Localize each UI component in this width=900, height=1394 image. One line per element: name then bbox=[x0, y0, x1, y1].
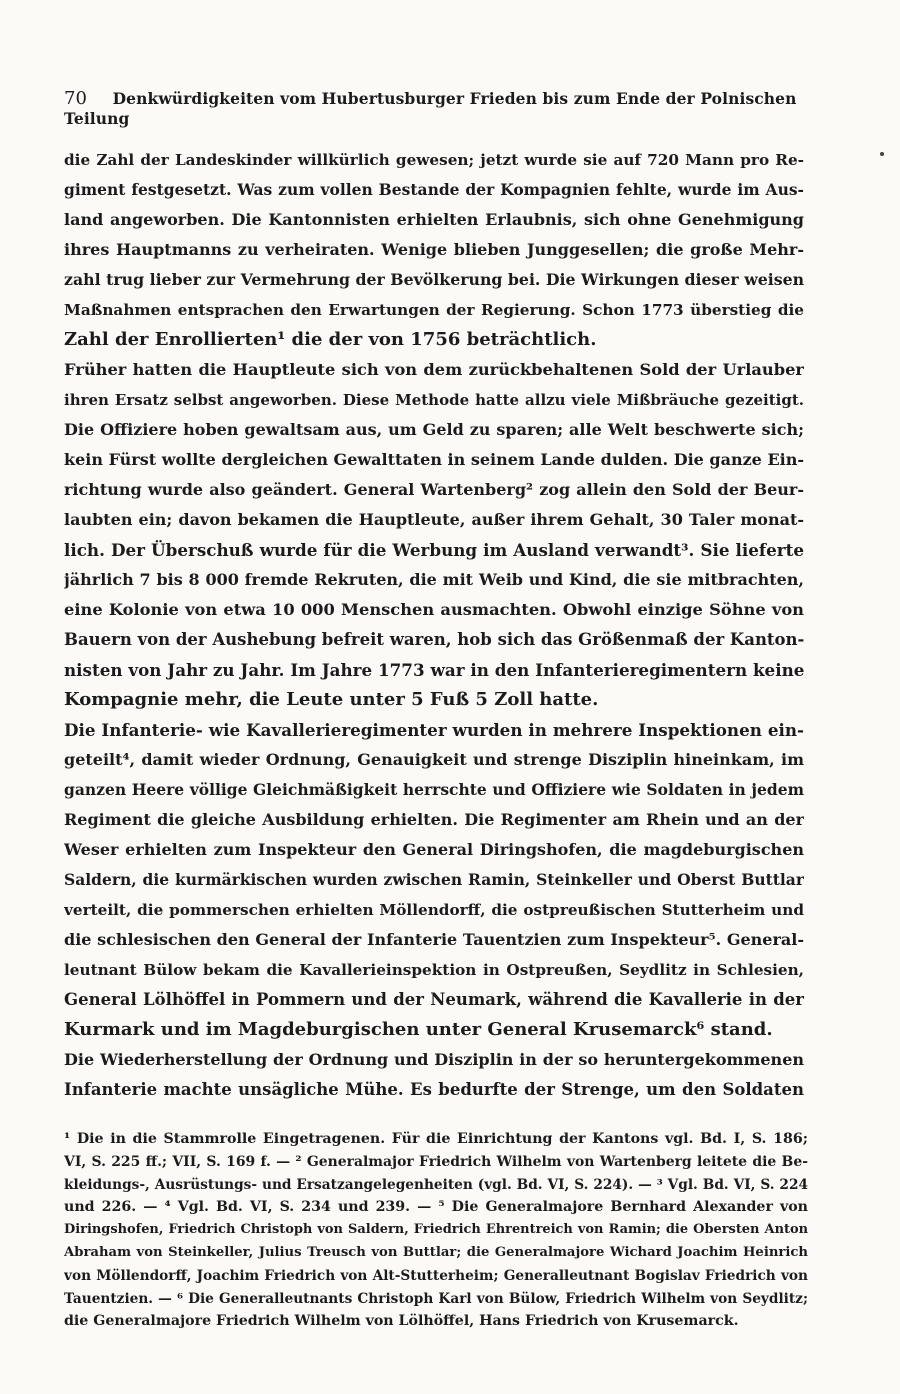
body-line: Bauern von der Aushebung befreit waren, hob sich das Größenmaß der Kanton- bbox=[64, 630, 804, 649]
body-line: eine Kolonie von etwa 10 000 Menschen ausmachten. Obwohl einzige Söhne von bbox=[64, 600, 804, 619]
body-line: Saldern, die kurmärkischen wurden zwischen Ramin, Steinkeller und Oberst Buttlar bbox=[64, 870, 804, 889]
body-line: jährlich 7 bis 8 000 fremde Rekruten, die mit Weib und Kind, die sie mitbrachten, bbox=[64, 570, 804, 589]
body-line: land angeworben. Die Kantonnisten erhielten Erlaubnis, sich ohne Genehmigung bbox=[64, 210, 804, 229]
body-line: giment festgesetzt. Was zum vollen Bestande der Kompagnien fehlte, wurde im Aus- bbox=[64, 180, 804, 199]
margin-mark bbox=[880, 152, 884, 156]
body-line: Weser erhielten zum Inspekteur den General Diringshofen, die magdeburgischen bbox=[64, 840, 804, 859]
body-line: richtung wurde also geändert. General Wartenberg² zog allein den Sold der Beur- bbox=[64, 480, 804, 499]
running-title: Denkwürdigkeiten vom Hubertusburger Frieden bis zum Ende der Polnischen Teilung bbox=[64, 89, 797, 128]
body-line: Kompagnie mehr, die Leute unter 5 Fuß 5 Zoll hatte. bbox=[64, 689, 599, 710]
body-line: zahl trug lieber zur Vermehrung der Bevölkerung bei. Die Wirkungen dieser weisen bbox=[64, 270, 804, 289]
body-line: Kurmark und im Magdeburgischen unter General Krusemarck⁶ stand. bbox=[64, 1019, 773, 1040]
body-line: Zahl der Enrollierten¹ die der von 1756 beträchtlich. bbox=[64, 329, 597, 350]
body-line: die schlesischen den General der Infanterie Tauentzien zum Inspekteur⁵. General- bbox=[64, 930, 804, 949]
footnote-line: von Möllendorff, Joachim Friedrich von Alt-Stutterheim; Generalleutnant Bogislav Friedrich von bbox=[64, 1267, 808, 1284]
body-line: Die Wiederherstellung der Ordnung und Disziplin in der so heruntergekommenen bbox=[64, 1050, 804, 1069]
footnote-line: ¹ Die in die Stammrolle Eingetragenen. Für die Einrichtung der Kantons vgl. Bd. I, S. 186; bbox=[64, 1131, 808, 1147]
body-line: Regiment die gleiche Ausbildung erhielten. Die Regimenter am Rhein und an der bbox=[64, 810, 804, 829]
body-line: Die Infanterie- wie Kavallerieregimenter wurden in mehrere Inspektionen ein- bbox=[64, 720, 804, 740]
body-line: kein Fürst wollte dergleichen Gewalttaten in seinem Lande dulden. Die ganze Ein- bbox=[64, 450, 804, 469]
footnote-line: kleidungs-, Ausrüstungs- und Ersatzangelegenheiten (vgl. Bd. VI, S. 224). — ³ Vgl. Bd. VI, S. 224 bbox=[64, 1176, 808, 1193]
body-line: verteilt, die pommerschen erhielten Möllendorff, die ostpreußischen Stutterheim und bbox=[64, 901, 804, 919]
page-number: 70 bbox=[64, 88, 88, 109]
body-line: ganzen Heere völlige Gleichmäßigkeit herrschte und Offiziere wie Soldaten in jedem bbox=[64, 780, 804, 799]
running-header bbox=[64, 88, 824, 128]
body-line: Infanterie machte unsägliche Mühe. Es bedurfte der Strenge, um den Soldaten bbox=[64, 1080, 804, 1099]
body-line: nisten von Jahr zu Jahr. Im Jahre 1773 war in den Infanterieregimentern keine bbox=[64, 660, 804, 680]
footnote-line: VI, S. 225 ff.; VII, S. 169 f. — ² Generalmajor Friedrich Wilhelm von Wartenberg leitete die Be- bbox=[64, 1153, 808, 1170]
body-line: leutnant Bülow bekam die Kavallerieinspektion in Ostpreußen, Seydlitz in Schlesien, bbox=[64, 961, 804, 979]
footnote-line: Diringshofen, Friedrich Christoph von Saldern, Friedrich Ehrentreich von Ramin; die Obersten Anton bbox=[64, 1222, 808, 1238]
body-line: Die Offiziere hoben gewaltsam aus, um Geld zu sparen; alle Welt beschwerte sich; bbox=[64, 420, 804, 439]
footnote-line: die Generalmajore Friedrich Wilhelm von Lölhöffel, Hans Friedrich von Krusemarck. bbox=[64, 1313, 739, 1330]
body-line: ihres Hauptmanns zu verheiraten. Wenige blieben Junggesellen; die große Mehr- bbox=[64, 240, 804, 259]
body-line: laubten ein; davon bekamen die Hauptleute, außer ihrem Gehalt, 30 Taler monat- bbox=[64, 510, 804, 529]
footnotes bbox=[64, 1128, 808, 1333]
footnote-line: Abraham von Steinkeller, Julius Treusch von Buttlar; die Generalmajore Wichard Joachim Heinrich bbox=[64, 1244, 808, 1260]
body-line: lich. Der Überschuß wurde für die Werbung im Ausland verwandt³. Sie lieferte bbox=[64, 540, 804, 560]
body-line: geteilt⁴, damit wieder Ordnung, Genauigkeit und strenge Disziplin hineinkam, im bbox=[64, 750, 804, 769]
body-line: ihren Ersatz selbst angeworben. Diese Methode hatte allzu viele Mißbräuche gezeitigt. bbox=[64, 391, 804, 409]
body-line: Maßnahmen entsprachen den Erwartungen der Regierung. Schon 1773 überstieg die bbox=[64, 301, 804, 319]
body-line: General Lölhöffel in Pommern und der Neumark, während die Kavallerie in der bbox=[64, 990, 804, 1009]
footnote-line: und 226. — ⁴ Vgl. Bd. VI, S. 234 und 239. — ⁵ Die Generalmajore Bernhard Alexander von bbox=[64, 1199, 808, 1216]
body-line: Früher hatten die Hauptleute sich von dem zurückbehaltenen Sold der Urlauber bbox=[64, 360, 804, 379]
footnote-line: Tauentzien. — ⁶ Die Generalleutnants Christoph Karl von Bülow, Friedrich Wilhelm von Seydlitz; bbox=[64, 1290, 808, 1307]
main-text bbox=[64, 145, 804, 1105]
body-line: die Zahl der Landeskinder willkürlich gewesen; jetzt wurde sie auf 720 Mann pro Re- bbox=[64, 151, 804, 169]
